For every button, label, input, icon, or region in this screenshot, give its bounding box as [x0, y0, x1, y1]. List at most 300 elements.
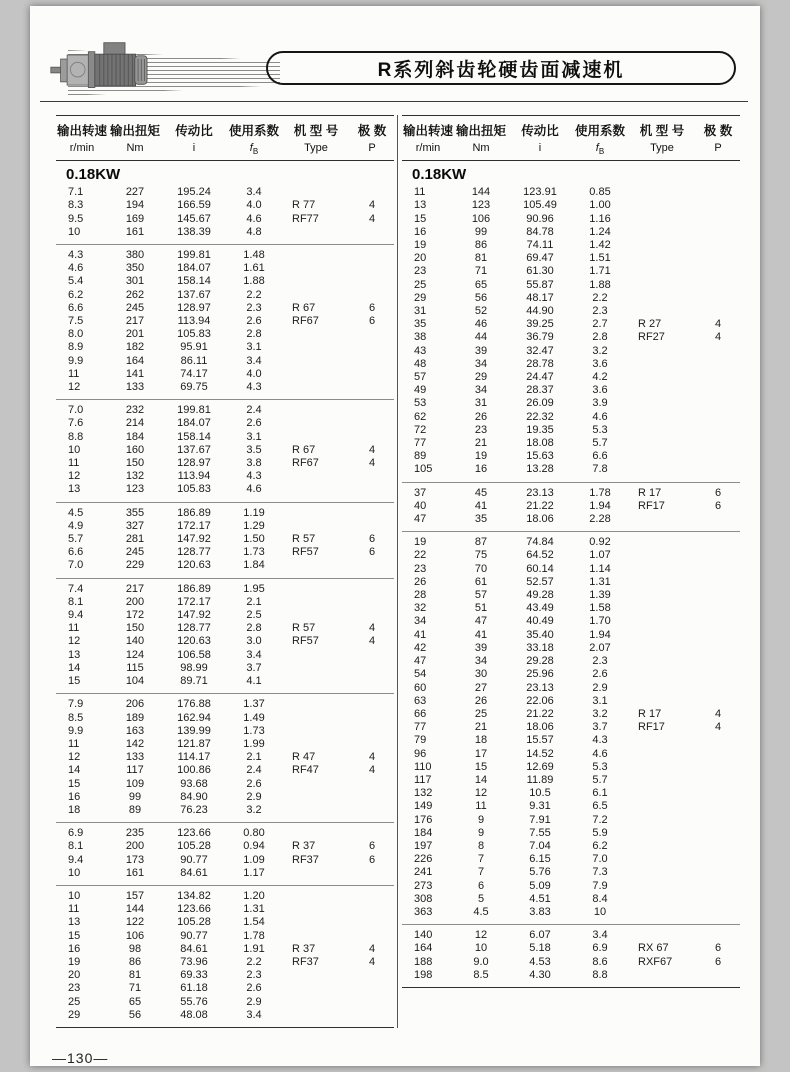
cell-type	[628, 450, 696, 463]
cell-torque: 57	[474, 589, 488, 602]
cell-fb: 3.8	[246, 457, 262, 470]
cell-ratio: 26.09	[526, 397, 554, 410]
cell-ratio: 48.08	[180, 1008, 208, 1021]
cell-fb: 6.5	[592, 800, 608, 813]
cell-ratio: 9.31	[529, 800, 551, 813]
cell-torque: 189	[125, 711, 145, 724]
cell-fb: 2.9	[246, 995, 262, 1008]
table-row	[56, 226, 394, 239]
cell-poles	[696, 840, 740, 853]
cell-poles	[696, 213, 740, 226]
table-row	[402, 437, 740, 450]
table-row	[56, 275, 394, 288]
cell-ratio: 114.17	[177, 751, 211, 764]
table-row	[56, 996, 394, 1009]
cell-fb: 4.6	[592, 410, 608, 423]
cell-speed: 8.1	[68, 595, 84, 608]
table-row	[402, 576, 740, 589]
cell-ratio: 55.87	[526, 278, 554, 291]
cell-speed: 11	[68, 737, 80, 750]
cell-fb: 7.8	[592, 463, 608, 476]
cell-poles	[350, 996, 394, 1009]
cell-torque: 200	[125, 840, 145, 853]
table-row	[402, 787, 740, 800]
cell-fb: 1.20	[243, 889, 265, 902]
cell-ratio: 5.76	[529, 866, 551, 879]
cell-torque: 7	[477, 866, 485, 879]
cell-fb: 1.24	[589, 225, 611, 238]
cell-speed: 10	[68, 225, 81, 238]
cell-ratio: 18.06	[526, 721, 554, 734]
cell-torque: 380	[125, 249, 145, 261]
table-row	[402, 513, 740, 526]
cell-ratio: 199.81	[177, 404, 211, 417]
cell-speed: 11	[68, 367, 80, 380]
table-row	[402, 589, 740, 602]
cell-speed: 37	[414, 486, 427, 499]
cell-fb: 5.7	[592, 437, 608, 450]
cell-fb: 1.39	[589, 589, 611, 602]
cell-torque: 163	[125, 724, 145, 737]
cell-speed: 77	[414, 721, 427, 734]
cell-fb: 1.42	[589, 239, 611, 251]
cell-type: R 67	[292, 301, 316, 314]
cell-ratio: 113.94	[177, 315, 211, 328]
cell-ratio: 95.91	[180, 341, 208, 354]
cell-speed: 13	[68, 648, 81, 661]
cell-fb: 2.6	[246, 982, 262, 995]
cell-poles: 4	[714, 707, 722, 720]
cell-torque: 172	[125, 609, 145, 622]
table-row	[56, 355, 394, 368]
cell-poles: 6	[368, 840, 376, 853]
table-row	[402, 292, 740, 305]
cell-poles	[350, 890, 394, 903]
cell-poles	[350, 982, 394, 995]
cell-poles	[696, 642, 740, 655]
table-row	[402, 748, 740, 761]
table-row	[402, 708, 740, 721]
cell-ratio: 139.99	[177, 724, 211, 737]
cell-poles	[350, 675, 394, 688]
cell-torque: 123	[471, 199, 491, 212]
table-row	[56, 381, 394, 394]
cell-torque: 81	[128, 969, 142, 982]
cell-speed: 12	[68, 751, 81, 764]
cell-fb: 0.92	[589, 536, 611, 549]
cell-speed: 7.0	[68, 404, 84, 417]
cell-speed: 49	[414, 384, 427, 397]
cell-fb: 2.3	[246, 969, 262, 982]
cell-fb: 7.3	[592, 866, 608, 879]
cell-poles	[350, 583, 394, 596]
cell-type	[282, 791, 350, 804]
cell-fb: 4.1	[246, 675, 262, 688]
cell-poles: 6	[368, 315, 376, 328]
cell-torque: 124	[125, 648, 145, 661]
cell-poles	[350, 698, 394, 711]
cell-ratio: 4.30	[529, 968, 551, 981]
table-row	[402, 906, 740, 919]
table-row	[402, 318, 740, 331]
cell-torque: 9.0	[473, 955, 489, 968]
cell-torque: 29	[474, 371, 488, 384]
cell-ratio: 6.15	[529, 853, 551, 866]
table-row	[56, 791, 394, 804]
cell-speed: 10	[68, 866, 81, 879]
cell-ratio: 7.55	[529, 826, 551, 839]
cell-poles	[350, 867, 394, 880]
cell-type	[628, 761, 696, 774]
cell-torque: 350	[125, 262, 145, 275]
cell-speed: 29	[414, 291, 427, 304]
cell-fb: 4.6	[246, 212, 262, 225]
cell-type	[628, 252, 696, 265]
cell-fb: 1.73	[243, 546, 265, 559]
cell-type	[628, 866, 696, 879]
cell-poles	[350, 226, 394, 239]
cell-poles	[696, 906, 740, 919]
col-unit-ratio: i	[538, 142, 542, 154]
table-row	[402, 655, 740, 668]
cell-fb: 3.9	[592, 397, 608, 410]
table-row	[56, 546, 394, 559]
cell-type	[628, 668, 696, 681]
table-row	[56, 930, 394, 943]
cell-speed: 13	[68, 483, 81, 496]
cell-type	[282, 930, 350, 943]
cell-torque: 173	[125, 853, 145, 866]
cell-poles	[350, 649, 394, 662]
cell-fb: 2.6	[246, 777, 262, 790]
cell-ratio: 5.09	[529, 879, 551, 892]
cell-fb: 3.0	[246, 635, 262, 648]
cell-type	[282, 520, 350, 533]
cell-torque: 71	[474, 265, 488, 278]
cell-speed: 14	[68, 764, 81, 777]
cell-poles	[696, 761, 740, 774]
cell-ratio: 23.13	[526, 486, 554, 499]
col-header-torque: 输出扭矩	[455, 124, 506, 138]
cell-fb: 1.95	[243, 582, 265, 595]
cell-type	[282, 675, 350, 688]
cell-type	[282, 559, 350, 572]
cell-poles	[350, 431, 394, 444]
cell-speed: 164	[414, 942, 433, 955]
cell-speed: 110	[414, 760, 432, 773]
cell-speed: 16	[68, 942, 81, 955]
cell-fb: 2.2	[592, 291, 608, 304]
cell-speed: 132	[414, 787, 433, 800]
cell-fb: 1.73	[243, 724, 265, 737]
cell-poles	[350, 804, 394, 817]
table-row	[56, 404, 394, 417]
cell-speed: 16	[414, 225, 427, 238]
cell-speed: 79	[414, 734, 427, 747]
table-header	[402, 115, 740, 161]
table-row	[402, 397, 740, 410]
cell-fb: 1.48	[243, 249, 265, 261]
cell-type	[282, 341, 350, 354]
cell-torque: 25	[474, 707, 488, 720]
cell-torque: 10	[474, 942, 488, 955]
cell-type	[282, 275, 350, 288]
table-row	[56, 725, 394, 738]
cell-type: RF47	[292, 764, 319, 777]
cell-fb: 2.6	[246, 315, 262, 328]
col-unit-ratio: i	[192, 142, 196, 154]
cell-type	[282, 982, 350, 995]
row-group	[56, 886, 394, 1028]
cell-fb: 7.9	[592, 879, 608, 892]
cell-fb: 1.88	[589, 278, 611, 291]
cell-type: RF27	[638, 331, 665, 344]
cell-poles	[350, 355, 394, 368]
cell-ratio: 60.14	[526, 562, 554, 575]
table-row	[56, 533, 394, 546]
table-row	[402, 774, 740, 787]
cell-torque: 56	[128, 1008, 142, 1021]
cell-fb: 6.1	[592, 787, 608, 800]
cell-poles	[350, 778, 394, 791]
cell-fb: 2.2	[246, 955, 262, 968]
cell-speed: 273	[414, 879, 433, 892]
cell-speed: 89	[414, 450, 427, 463]
cell-type: RF77	[292, 212, 319, 225]
table-row	[56, 712, 394, 725]
cell-type	[282, 368, 350, 381]
table-row	[402, 384, 740, 397]
cell-fb: 4.3	[592, 734, 608, 747]
cell-speed: 188	[414, 955, 433, 968]
row-group	[402, 161, 740, 482]
cell-poles: 6	[714, 942, 722, 955]
cell-poles	[696, 748, 740, 761]
cell-speed: 62	[414, 410, 427, 423]
cell-speed: 16	[68, 790, 81, 803]
cell-ratio: 105.83	[177, 328, 211, 341]
cell-poles	[696, 239, 740, 252]
cell-speed: 7.9	[68, 698, 84, 711]
cell-type	[628, 615, 696, 628]
cell-poles	[350, 725, 394, 738]
table-row	[402, 880, 740, 893]
cell-fb: 2.6	[246, 417, 262, 430]
cell-torque: 115	[126, 661, 144, 674]
cell-type	[628, 629, 696, 642]
cell-poles	[696, 549, 740, 562]
table-row	[402, 814, 740, 827]
cell-speed: 13	[414, 199, 427, 212]
cell-poles	[696, 615, 740, 628]
table-row	[56, 596, 394, 609]
cell-ratio: 15.57	[526, 734, 554, 747]
cell-fb: 8.8	[592, 968, 608, 981]
cell-type	[628, 589, 696, 602]
page-title: R系列斜齿轮硬齿面减速机	[266, 51, 736, 85]
col-unit-speed: r/min	[69, 142, 95, 154]
cell-type	[628, 279, 696, 292]
cell-fb: 1.09	[243, 853, 265, 866]
cell-type: R 17	[638, 486, 662, 499]
cell-poles	[696, 668, 740, 681]
cell-torque: 41	[474, 499, 488, 512]
cell-fb: 2.4	[246, 404, 262, 417]
cell-poles	[350, 827, 394, 840]
cell-type	[282, 431, 350, 444]
cell-torque: 109	[125, 777, 145, 790]
table-row	[56, 698, 394, 711]
cell-torque: 98	[128, 942, 142, 955]
table-body	[402, 161, 740, 988]
cell-fb: 3.4	[246, 186, 262, 199]
cell-fb: 1.78	[243, 929, 265, 942]
cell-torque: 355	[125, 506, 145, 519]
cell-type	[628, 463, 696, 476]
cell-speed: 117	[414, 773, 432, 786]
cell-type	[282, 649, 350, 662]
cell-poles	[350, 609, 394, 622]
table-row	[56, 764, 394, 777]
cell-fb: 3.4	[246, 1008, 262, 1021]
table-row	[402, 358, 740, 371]
cell-poles	[696, 853, 740, 866]
cell-poles	[350, 596, 394, 609]
cell-type	[282, 738, 350, 751]
cell-torque: 11	[475, 800, 487, 813]
row-group	[56, 503, 394, 579]
table-row	[56, 444, 394, 457]
cell-ratio: 84.61	[180, 942, 208, 955]
cell-type	[282, 328, 350, 341]
cell-ratio: 128.97	[177, 301, 211, 314]
cell-fb: 1.99	[243, 737, 265, 750]
cell-torque: 39	[474, 344, 488, 357]
cell-type	[628, 239, 696, 252]
cell-fb: 2.28	[589, 513, 611, 526]
cell-torque: 34	[474, 384, 488, 397]
cell-ratio: 74.17	[180, 367, 208, 380]
cell-torque: 34	[474, 655, 488, 668]
cell-speed: 34	[414, 615, 427, 628]
cell-poles	[350, 381, 394, 394]
cell-speed: 184	[414, 826, 433, 839]
cell-ratio: 121.87	[177, 737, 211, 750]
table-row	[402, 500, 740, 513]
cell-type	[628, 226, 696, 239]
fb-subscript: B	[598, 147, 605, 157]
cell-fb: 1.07	[589, 549, 611, 562]
table-row	[402, 239, 740, 252]
cell-fb: 2.8	[246, 328, 262, 341]
cell-ratio: 35.40	[526, 628, 554, 641]
cell-torque: 142	[125, 737, 145, 750]
cell-fb: 3.1	[246, 341, 262, 354]
cell-speed: 176	[414, 813, 433, 826]
cell-torque: 86	[128, 955, 142, 968]
cell-type	[628, 840, 696, 853]
cell-ratio: 36.79	[526, 331, 554, 344]
right-data-table	[402, 115, 740, 1028]
table-row	[402, 226, 740, 239]
cell-speed: 25	[68, 995, 81, 1008]
cell-speed: 226	[414, 853, 433, 866]
cell-speed: 66	[414, 707, 427, 720]
table-row	[402, 487, 740, 500]
table-row	[56, 916, 394, 929]
cell-torque: 21	[474, 721, 488, 734]
cell-torque: 122	[125, 916, 145, 929]
cell-type: R 67	[292, 443, 316, 456]
cell-fb: 5.7	[592, 773, 608, 786]
cell-ratio: 48.17	[526, 291, 554, 304]
cell-type	[282, 483, 350, 496]
cell-speed: 43	[414, 344, 427, 357]
table-row	[402, 186, 740, 199]
cell-poles: 6	[368, 546, 376, 559]
cell-torque: 206	[125, 698, 145, 711]
cell-poles	[696, 629, 740, 642]
cell-poles	[350, 483, 394, 496]
cell-poles: 6	[714, 486, 722, 499]
cell-poles	[696, 186, 740, 199]
table-row	[402, 721, 740, 734]
cell-fb: 2.4	[246, 764, 262, 777]
cell-torque: 6	[477, 879, 485, 892]
cell-speed: 19	[414, 239, 427, 251]
cell-ratio: 28.78	[526, 357, 554, 370]
cell-type	[282, 417, 350, 430]
cell-ratio: 22.32	[526, 410, 554, 423]
cell-poles	[696, 969, 740, 982]
cell-fb: 10	[593, 905, 607, 918]
cell-fb: 1.51	[589, 252, 611, 265]
cell-ratio: 186.89	[177, 582, 211, 595]
col-unit-torque: Nm	[472, 142, 490, 154]
cell-poles: 4	[714, 721, 722, 734]
cell-poles	[696, 437, 740, 450]
cell-speed: 197	[414, 839, 433, 852]
cell-speed: 4.9	[68, 519, 84, 532]
cell-ratio: 199.81	[177, 249, 211, 261]
cell-ratio: 145.67	[177, 212, 211, 225]
table-row	[56, 662, 394, 675]
cell-poles	[696, 880, 740, 893]
cell-fb: 2.2	[246, 288, 262, 301]
cell-ratio: 137.67	[177, 288, 211, 301]
cell-torque: 104	[125, 675, 145, 688]
cell-speed: 7.1	[68, 186, 84, 199]
cell-fb: 2.1	[246, 751, 262, 764]
cell-ratio: 28.37	[526, 384, 554, 397]
cell-type	[628, 563, 696, 576]
cell-poles: 4	[714, 318, 722, 331]
cell-poles	[696, 265, 740, 278]
cell-type	[628, 748, 696, 761]
cell-fb: 2.3	[592, 305, 608, 318]
cell-speed: 9.5	[68, 212, 84, 225]
cell-poles: 4	[368, 212, 376, 225]
cell-torque: 9	[477, 813, 485, 826]
col-header-poles: 极 数	[357, 124, 387, 138]
table-row	[402, 305, 740, 318]
cell-type	[282, 381, 350, 394]
cell-speed: 42	[414, 641, 427, 654]
cell-ratio: 25.96	[526, 668, 554, 681]
cell-speed: 60	[414, 681, 427, 694]
cell-ratio: 172.17	[177, 595, 211, 608]
cell-fb: 4.2	[592, 371, 608, 384]
